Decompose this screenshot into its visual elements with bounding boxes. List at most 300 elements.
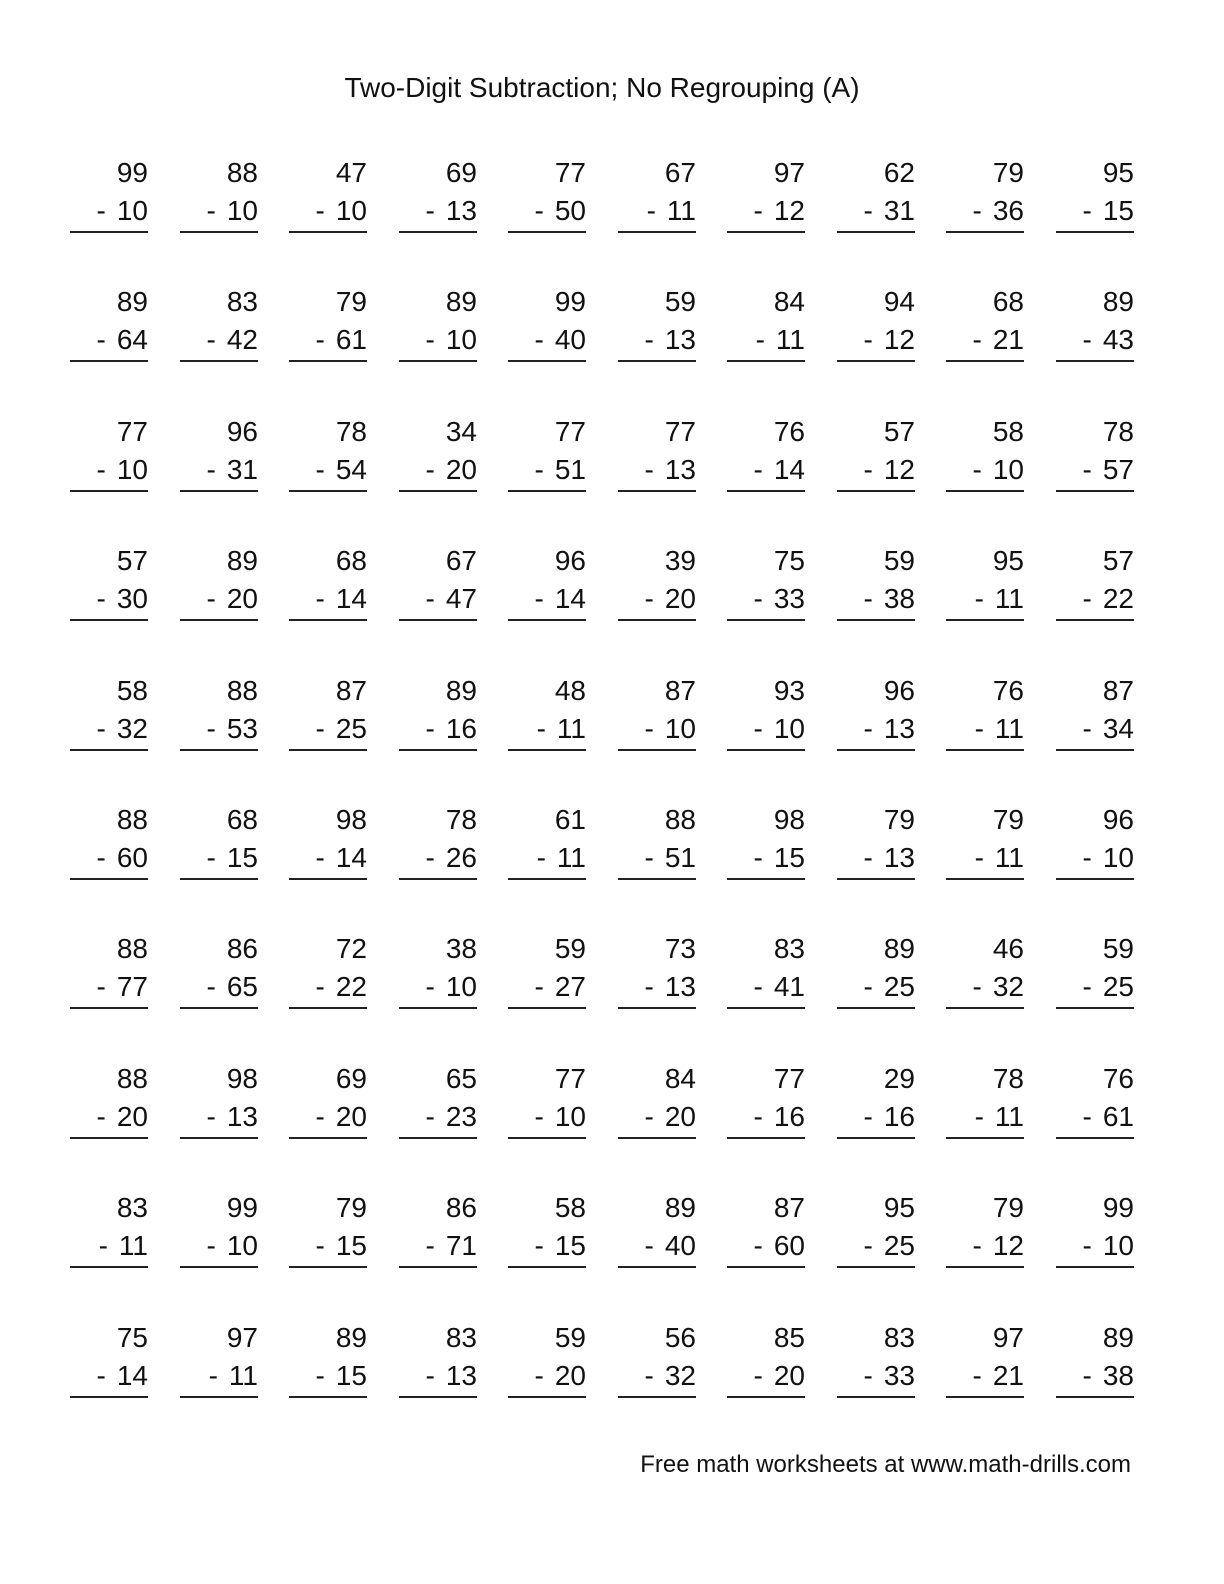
subtrahend-line	[207, 456, 258, 484]
minuend: 83	[883, 1322, 915, 1353]
answer-line	[180, 1396, 258, 1398]
subtraction-problem	[508, 1324, 586, 1404]
answer-line	[180, 1266, 258, 1268]
answer-line	[508, 231, 586, 233]
answer-line	[180, 619, 258, 621]
minuend: 69	[445, 157, 477, 188]
answer-line	[70, 1137, 148, 1139]
subtrahend: 60	[116, 842, 148, 873]
subtraction-problem	[618, 288, 696, 368]
minus-sign: -	[863, 1101, 873, 1132]
subtrahend-line	[1083, 1103, 1134, 1131]
minus-sign: -	[534, 1360, 544, 1391]
answer-line	[618, 749, 696, 751]
subtrahend: 11	[994, 713, 1024, 744]
minuend: 98	[335, 804, 367, 835]
subtrahend-line	[645, 1232, 696, 1260]
subtrahend: 14	[554, 583, 586, 614]
answer-line	[180, 1137, 258, 1139]
subtraction-problem	[837, 547, 915, 627]
subtrahend: 40	[664, 1230, 696, 1261]
answer-line	[946, 1266, 1024, 1268]
answer-line	[618, 490, 696, 492]
minus-sign: -	[534, 1230, 544, 1261]
subtraction-problem	[1056, 418, 1134, 498]
subtrahend: 10	[226, 195, 258, 226]
subtrahend-line	[975, 715, 1024, 743]
subtraction-problem	[399, 806, 477, 886]
subtraction-problem	[508, 806, 586, 886]
subtrahend: 10	[1102, 1230, 1134, 1261]
subtraction-problem	[289, 1065, 367, 1145]
answer-line	[946, 360, 1024, 362]
minus-sign: -	[534, 971, 544, 1002]
subtrahend-line	[97, 1362, 148, 1390]
minuend: 99	[226, 1192, 258, 1223]
minuend: 77	[554, 157, 586, 188]
minus-sign: -	[315, 324, 325, 355]
subtrahend: 20	[773, 1360, 805, 1391]
answer-line	[946, 1137, 1024, 1139]
minus-sign: -	[206, 1101, 216, 1132]
subtraction-problem	[399, 418, 477, 498]
subtrahend-line	[864, 715, 915, 743]
minuend: 87	[664, 675, 696, 706]
answer-line	[399, 1266, 477, 1268]
minus-sign: -	[96, 842, 106, 873]
answer-line	[399, 360, 477, 362]
answer-line	[1056, 878, 1134, 880]
subtrahend-line	[645, 326, 696, 354]
subtrahend: 20	[664, 583, 696, 614]
minus-sign: -	[1082, 713, 1092, 744]
subtraction-problem	[946, 1065, 1024, 1145]
minuend: 59	[883, 545, 915, 576]
answer-line	[727, 360, 805, 362]
subtrahend: 15	[554, 1230, 586, 1261]
answer-line	[180, 749, 258, 751]
subtrahend: 11	[556, 713, 586, 744]
answer-line	[727, 1266, 805, 1268]
answer-line	[289, 1137, 367, 1139]
subtraction-problem	[508, 547, 586, 627]
minus-sign: -	[425, 195, 435, 226]
minuend: 99	[1102, 1192, 1134, 1223]
minus-sign: -	[315, 842, 325, 873]
minus-sign: -	[96, 1101, 106, 1132]
minus-sign: -	[425, 842, 435, 873]
minus-sign: -	[863, 971, 873, 1002]
minuend: 77	[116, 416, 148, 447]
answer-line	[180, 878, 258, 880]
minus-sign: -	[206, 324, 216, 355]
answer-line	[946, 231, 1024, 233]
subtraction-problem	[618, 547, 696, 627]
minuend: 39	[664, 545, 696, 576]
subtraction-problem	[180, 418, 258, 498]
subtraction-problem	[70, 1194, 148, 1274]
subtraction-problem	[70, 677, 148, 757]
minus-sign: -	[98, 1230, 108, 1261]
minus-sign: -	[534, 583, 544, 614]
subtraction-problem	[1056, 288, 1134, 368]
subtrahend-line	[97, 844, 148, 872]
minuend: 99	[554, 286, 586, 317]
subtrahend: 77	[116, 971, 148, 1002]
subtrahend: 11	[118, 1230, 148, 1261]
subtraction-problem	[727, 1194, 805, 1274]
subtrahend-line	[864, 1103, 915, 1131]
minuend: 57	[1102, 545, 1134, 576]
subtrahend: 38	[883, 583, 915, 614]
minus-sign: -	[425, 1360, 435, 1391]
subtrahend-line	[645, 456, 696, 484]
answer-line	[289, 360, 367, 362]
subtrahend: 43	[1102, 324, 1134, 355]
minus-sign: -	[534, 324, 544, 355]
subtrahend: 11	[228, 1360, 258, 1391]
subtrahend-line	[97, 197, 148, 225]
minus-sign: -	[315, 971, 325, 1002]
subtrahend-line	[754, 1103, 805, 1131]
subtrahend-line	[535, 973, 586, 1001]
answer-line	[727, 749, 805, 751]
subtrahend-line	[754, 973, 805, 1001]
subtrahend: 22	[335, 971, 367, 1002]
answer-line	[837, 619, 915, 621]
subtrahend: 13	[883, 713, 915, 744]
subtrahend-line	[537, 844, 586, 872]
minuend: 68	[226, 804, 258, 835]
minus-sign: -	[425, 324, 435, 355]
subtrahend: 10	[445, 971, 477, 1002]
subtraction-problem	[508, 418, 586, 498]
subtraction-problem	[727, 159, 805, 239]
minuend: 67	[664, 157, 696, 188]
minus-sign: -	[206, 195, 216, 226]
answer-line	[837, 1266, 915, 1268]
answer-line	[70, 1266, 148, 1268]
minuend: 94	[883, 286, 915, 317]
subtrahend: 22	[1102, 583, 1134, 614]
worksheet-title: Two-Digit Subtraction; No Regrouping (A)	[344, 72, 860, 103]
answer-line	[399, 1007, 477, 1009]
subtrahend-line	[1083, 1362, 1134, 1390]
subtraction-problem	[946, 288, 1024, 368]
subtrahend-line	[535, 1232, 586, 1260]
answer-line	[289, 878, 367, 880]
subtrahend-line	[973, 326, 1024, 354]
minuend: 97	[226, 1322, 258, 1353]
answer-line	[289, 1007, 367, 1009]
subtrahend: 20	[445, 454, 477, 485]
subtraction-problem	[508, 159, 586, 239]
subtraction-problem	[1056, 1194, 1134, 1274]
subtrahend: 32	[992, 971, 1024, 1002]
minuend: 29	[883, 1063, 915, 1094]
subtrahend-line	[97, 715, 148, 743]
subtrahend-line	[864, 326, 915, 354]
subtraction-problem	[180, 806, 258, 886]
minus-sign: -	[206, 842, 216, 873]
minus-sign: -	[644, 1101, 654, 1132]
minus-sign: -	[1082, 842, 1092, 873]
minus-sign: -	[644, 583, 654, 614]
answer-line	[70, 619, 148, 621]
subtrahend: 25	[335, 713, 367, 744]
subtrahend: 27	[554, 971, 586, 1002]
answer-line	[180, 490, 258, 492]
answer-line	[70, 749, 148, 751]
subtraction-problem	[727, 806, 805, 886]
subtrahend-line	[426, 1232, 477, 1260]
minuend: 59	[1102, 933, 1134, 964]
subtrahend: 36	[992, 195, 1024, 226]
answer-line	[618, 878, 696, 880]
subtrahend: 25	[1102, 971, 1134, 1002]
subtrahend: 54	[335, 454, 367, 485]
subtrahend-line	[97, 326, 148, 354]
minus-sign: -	[536, 842, 546, 873]
answer-line	[837, 231, 915, 233]
subtraction-problem	[508, 288, 586, 368]
subtrahend: 34	[1102, 713, 1134, 744]
subtraction-problem	[70, 1065, 148, 1145]
minus-sign: -	[974, 1101, 984, 1132]
minuend: 96	[226, 416, 258, 447]
subtrahend-line	[97, 456, 148, 484]
minus-sign: -	[972, 195, 982, 226]
minuend: 89	[883, 933, 915, 964]
subtrahend: 16	[445, 713, 477, 744]
minuend: 83	[773, 933, 805, 964]
subtraction-problem	[180, 1324, 258, 1404]
answer-line	[837, 749, 915, 751]
answer-line	[508, 619, 586, 621]
subtrahend-line	[864, 973, 915, 1001]
minus-sign: -	[753, 842, 763, 873]
minuend: 77	[773, 1063, 805, 1094]
subtraction-problem	[1056, 1324, 1134, 1404]
minus-sign: -	[974, 583, 984, 614]
subtrahend: 13	[664, 324, 696, 355]
answer-line	[946, 878, 1024, 880]
minus-sign: -	[972, 971, 982, 1002]
minuend: 47	[335, 157, 367, 188]
minus-sign: -	[425, 454, 435, 485]
minuend: 75	[773, 545, 805, 576]
subtraction-problem	[618, 935, 696, 1015]
subtrahend: 57	[1102, 454, 1134, 485]
subtrahend: 42	[226, 324, 258, 355]
minuend: 98	[773, 804, 805, 835]
minus-sign: -	[208, 1360, 218, 1391]
minuend: 88	[116, 933, 148, 964]
subtraction-problem	[837, 418, 915, 498]
minuend: 89	[664, 1192, 696, 1223]
minus-sign: -	[96, 713, 106, 744]
subtrahend-line	[316, 1103, 367, 1131]
subtraction-problem	[618, 418, 696, 498]
subtraction-problem	[727, 547, 805, 627]
subtrahend-line	[97, 973, 148, 1001]
subtrahend: 51	[664, 842, 696, 873]
minus-sign: -	[315, 1230, 325, 1261]
minus-sign: -	[753, 713, 763, 744]
minuend: 79	[335, 1192, 367, 1223]
subtrahend-line	[207, 326, 258, 354]
minuend: 78	[445, 804, 477, 835]
answer-line	[727, 619, 805, 621]
subtrahend: 15	[335, 1230, 367, 1261]
minuend: 88	[226, 157, 258, 188]
subtrahend-line	[316, 715, 367, 743]
minuend: 96	[554, 545, 586, 576]
minuend: 76	[992, 675, 1024, 706]
answer-line	[399, 749, 477, 751]
subtraction-problem	[289, 1194, 367, 1274]
subtrahend: 31	[226, 454, 258, 485]
minuend: 75	[116, 1322, 148, 1353]
minus-sign: -	[1082, 1101, 1092, 1132]
answer-line	[727, 1396, 805, 1398]
subtraction-problem	[618, 677, 696, 757]
answer-line	[70, 1396, 148, 1398]
subtrahend: 21	[992, 1360, 1024, 1391]
subtrahend-line	[97, 1103, 148, 1131]
minuend: 95	[992, 545, 1024, 576]
subtraction-problem	[399, 288, 477, 368]
minus-sign: -	[753, 454, 763, 485]
subtrahend: 20	[554, 1360, 586, 1391]
answer-line	[508, 1266, 586, 1268]
subtraction-problem	[180, 1065, 258, 1145]
subtrahend: 11	[994, 842, 1024, 873]
minuend: 58	[116, 675, 148, 706]
subtraction-problem	[946, 806, 1024, 886]
subtrahend-line	[754, 1362, 805, 1390]
subtraction-problem	[618, 1324, 696, 1404]
minus-sign: -	[96, 195, 106, 226]
minus-sign: -	[534, 195, 544, 226]
subtrahend-line	[535, 1362, 586, 1390]
subtrahend-line	[99, 1232, 148, 1260]
minus-sign: -	[863, 1230, 873, 1261]
answer-line	[837, 360, 915, 362]
subtraction-problem	[289, 935, 367, 1015]
subtrahend-line	[864, 456, 915, 484]
minus-sign: -	[1082, 583, 1092, 614]
minuend: 79	[992, 157, 1024, 188]
minus-sign: -	[206, 583, 216, 614]
subtraction-problem	[180, 288, 258, 368]
subtrahend: 12	[992, 1230, 1024, 1261]
minuend: 73	[664, 933, 696, 964]
subtrahend: 16	[883, 1101, 915, 1132]
subtrahend: 13	[445, 195, 477, 226]
answer-line	[180, 231, 258, 233]
subtrahend: 15	[773, 842, 805, 873]
subtrahend-line	[535, 326, 586, 354]
answer-line	[946, 749, 1024, 751]
subtraction-problem	[1056, 159, 1134, 239]
subtraction-problem	[70, 935, 148, 1015]
subtrahend-line	[864, 585, 915, 613]
subtraction-problem	[618, 159, 696, 239]
subtrahend-line	[973, 456, 1024, 484]
minuend: 89	[116, 286, 148, 317]
subtrahend: 10	[116, 195, 148, 226]
minuend: 83	[226, 286, 258, 317]
subtrahend-line	[207, 973, 258, 1001]
minuend: 76	[773, 416, 805, 447]
minus-sign: -	[1082, 324, 1092, 355]
answer-line	[727, 490, 805, 492]
subtraction-problem	[289, 1324, 367, 1404]
answer-line	[946, 619, 1024, 621]
answer-line	[70, 231, 148, 233]
subtrahend: 12	[883, 454, 915, 485]
subtrahend-line	[975, 1103, 1024, 1131]
subtrahend-line	[316, 326, 367, 354]
subtraction-problem	[399, 547, 477, 627]
answer-line	[70, 1007, 148, 1009]
minuend: 76	[1102, 1063, 1134, 1094]
minuend: 79	[992, 804, 1024, 835]
subtrahend: 13	[226, 1101, 258, 1132]
answer-line	[70, 878, 148, 880]
minuend: 56	[664, 1322, 696, 1353]
subtraction-problem	[618, 1065, 696, 1145]
subtrahend: 10	[554, 1101, 586, 1132]
subtrahend-line	[754, 585, 805, 613]
minuend: 97	[992, 1322, 1024, 1353]
minuend: 68	[335, 545, 367, 576]
subtrahend-line	[207, 715, 258, 743]
subtrahend-line	[645, 715, 696, 743]
subtrahend: 33	[773, 583, 805, 614]
subtrahend-line	[426, 1103, 477, 1131]
subtrahend-line	[754, 197, 805, 225]
subtrahend: 10	[664, 713, 696, 744]
subtraction-problem	[837, 1065, 915, 1145]
minus-sign: -	[974, 713, 984, 744]
subtrahend: 47	[445, 583, 477, 614]
minuend: 83	[116, 1192, 148, 1223]
subtraction-problem	[837, 677, 915, 757]
answer-line	[399, 490, 477, 492]
subtrahend: 13	[664, 454, 696, 485]
subtrahend: 61	[335, 324, 367, 355]
minuend: 57	[116, 545, 148, 576]
answer-line	[1056, 1137, 1134, 1139]
minuend: 38	[445, 933, 477, 964]
subtraction-problem	[508, 677, 586, 757]
subtrahend: 38	[1102, 1360, 1134, 1391]
minus-sign: -	[315, 195, 325, 226]
minus-sign: -	[644, 842, 654, 873]
subtraction-problem	[837, 288, 915, 368]
minuend: 77	[554, 1063, 586, 1094]
subtraction-problem	[289, 677, 367, 757]
answer-line	[508, 490, 586, 492]
subtrahend: 13	[883, 842, 915, 873]
subtrahend: 11	[775, 324, 805, 355]
subtraction-problem	[946, 547, 1024, 627]
minus-sign: -	[315, 713, 325, 744]
subtraction-problem	[1056, 547, 1134, 627]
subtrahend-line	[1083, 844, 1134, 872]
